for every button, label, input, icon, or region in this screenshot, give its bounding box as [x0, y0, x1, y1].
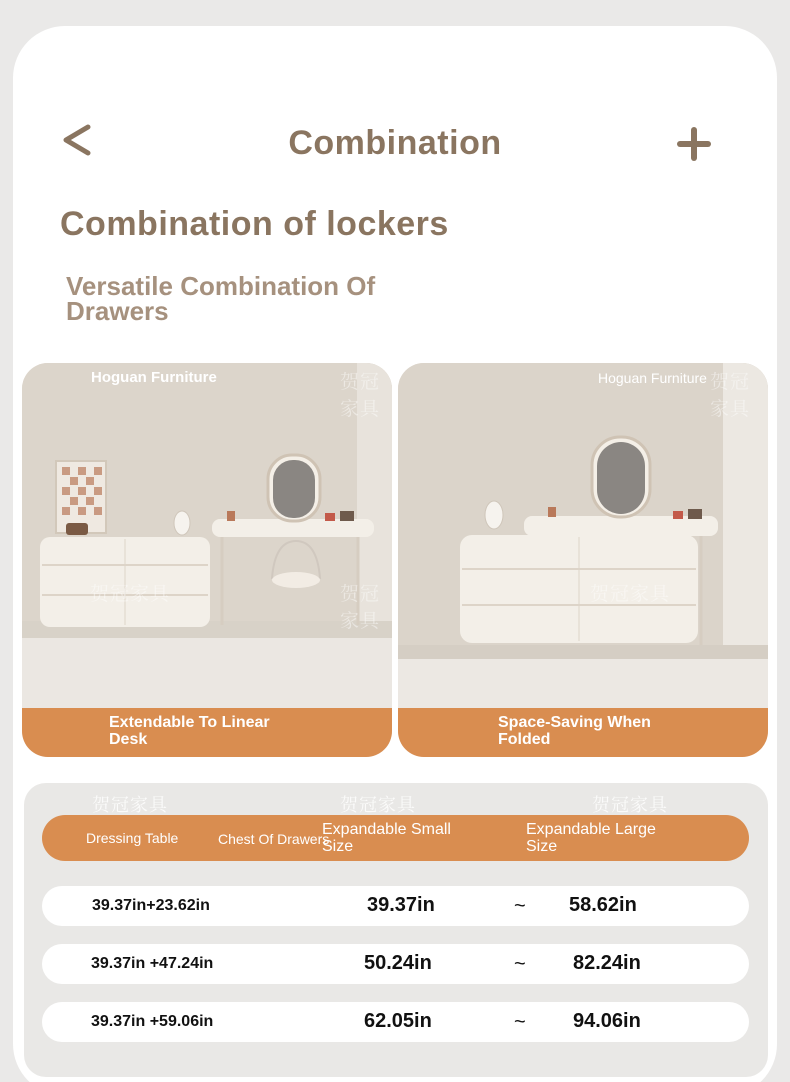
page-title: Combination	[288, 124, 502, 162]
watermark: 贺冠家具	[340, 584, 381, 632]
section-subtitle: Versatile Combination Of Drawers	[66, 271, 376, 326]
range-separator: ~	[514, 1011, 526, 1033]
header-expandable-small: Expandable Small Size	[322, 821, 451, 855]
table-row	[42, 1002, 749, 1042]
photo-caption	[398, 708, 768, 757]
watermark: 贺冠家具	[90, 584, 171, 605]
watermark: 贺冠家具	[340, 372, 381, 420]
watermark: 贺冠家具	[92, 795, 168, 815]
header-expandable-large: Expandable Large Size	[526, 821, 656, 855]
section-title: Combination of lockers	[60, 205, 449, 243]
size-table	[24, 783, 768, 1077]
caption-text: Extendable To Linear Desk	[109, 714, 270, 748]
small-size-cell: 39.37in	[367, 894, 435, 916]
large-size-cell: 58.62in	[569, 894, 637, 916]
combo-cell: 39.37in +59.06in	[91, 1013, 214, 1030]
page-header	[0, 112, 790, 172]
combo-cell: 39.37in +47.24in	[91, 955, 214, 972]
combo-cell: 39.37in+23.62in	[92, 897, 210, 914]
large-size-cell: 82.24in	[573, 952, 641, 974]
brand-label: Hoguan Furniture	[91, 369, 217, 386]
add-button[interactable]	[676, 126, 712, 162]
extended-desk-illustration	[22, 363, 392, 708]
large-size-cell: 94.06in	[573, 1010, 641, 1032]
photo-extended-desk	[22, 363, 392, 757]
watermark: 贺冠家具	[710, 372, 751, 420]
table-header	[42, 815, 749, 861]
photo-folded	[398, 363, 768, 757]
photo-caption	[22, 708, 392, 757]
brand-label: Hoguan Furniture	[598, 370, 707, 386]
plus-icon	[676, 126, 712, 162]
watermark: 贺冠家具	[592, 795, 668, 815]
range-separator: ~	[514, 895, 526, 917]
caption-text: Space-Saving When Folded	[498, 714, 651, 748]
watermark: 贺冠家具	[590, 584, 671, 605]
range-separator: ~	[514, 953, 526, 975]
table-row	[42, 886, 749, 926]
small-size-cell: 50.24in	[364, 952, 432, 974]
header-dressing-table: Dressing Table	[86, 830, 179, 846]
small-size-cell: 62.05in	[364, 1010, 432, 1032]
table-row	[42, 944, 749, 984]
watermark: 贺冠家具	[340, 795, 416, 815]
header-chest-of-drawers: Chest Of Drawers	[218, 831, 330, 847]
